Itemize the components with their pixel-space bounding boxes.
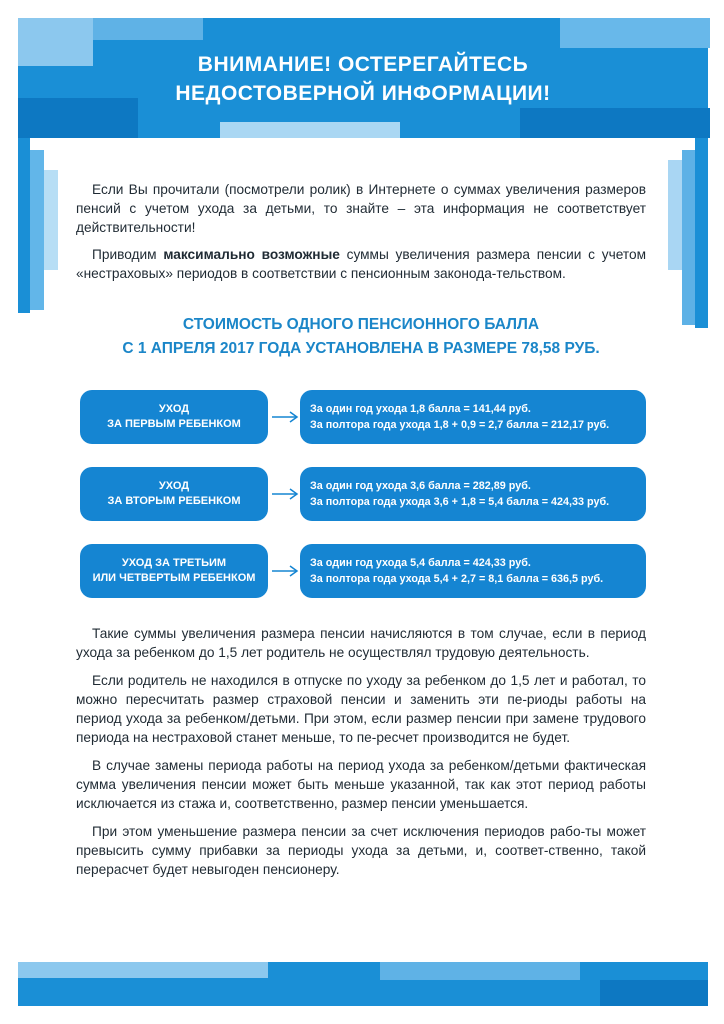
body-paragraph-1: Такие суммы увеличения размера пенсии начисляются в том случае, если в период ухода за ребенком до 1,5 лет родитель не осуществлял трудовую деятельность.: [76, 626, 646, 660]
care-value-one-and-half-years: За полтора года ухода 1,8 + 0,9 = 2,7 балла = 212,17 руб.: [310, 419, 610, 431]
header-deco-tile: [560, 18, 710, 48]
header-deco-tile: [520, 108, 710, 138]
care-value-one-and-half-years: За полтора года ухода 5,4 + 2,7 = 8,1 балла = 636,5 руб.: [310, 573, 604, 585]
title-line-1: ВНИМАНИЕ! ОСТЕРЕГАЙТЕСЬ: [197, 53, 529, 76]
care-label-line-2: ЗА ПЕРВЫМ РЕБЕНКОМ: [107, 418, 241, 430]
right-deco-stripe: [682, 150, 695, 325]
care-row-second-child: [80, 467, 646, 521]
intro-paragraph-2: [76, 245, 646, 283]
body-paragraph-3: В случае замены периода работы на период ухода за ребенком/детьми фактическая сумма увеличения пенсии может быть меньше указанной, так как этот период работы исключается из стажа и, соответственно, размер пенсии уменьшается.: [76, 758, 646, 811]
right-deco-stripe: [695, 138, 708, 328]
care-row-first-child: [80, 390, 646, 444]
title-line-2: НЕДОСТОВЕРНОЙ ИНФОРМАЦИИ!: [175, 82, 551, 105]
point-value-heading: [76, 313, 646, 361]
header-deco-tile: [220, 122, 400, 138]
care-label-box: [80, 544, 268, 598]
left-deco-stripe: [30, 150, 44, 310]
care-label-box: [80, 467, 268, 521]
care-label-box: [80, 390, 268, 444]
page-title: [18, 50, 708, 108]
care-value-one-year: За один год ухода 1,8 балла = 141,44 руб.: [310, 403, 531, 415]
intro-paragraph-1: Если Вы прочитали (посмотрели ролик) в Интернете о суммах увеличения размеров пенсий с учетом ухода за детьми, то знайте – эта информация не соответствует действительности!: [76, 182, 646, 235]
intro-p2-start: Приводим: [92, 247, 164, 262]
intro-p2-emphasis: максимально возможные: [163, 247, 340, 262]
care-value-box: [300, 544, 646, 598]
footer-deco-tile: [600, 980, 708, 1006]
care-label-line-1: УХОД: [158, 480, 190, 492]
care-label-line-2: ЗА ВТОРЫМ РЕБЕНКОМ: [107, 495, 241, 507]
care-value-one-year: За один год ухода 3,6 балла = 282,89 руб.: [310, 480, 531, 492]
care-label-line-2: ИЛИ ЧЕТВЕРТЫМ РЕБЕНКОМ: [92, 572, 256, 584]
header-deco-tile: [93, 18, 203, 40]
subtitle-line-1: СТОИМОСТЬ ОДНОГО ПЕНСИОННОГО БАЛЛА: [182, 316, 540, 333]
care-value-box: [300, 467, 646, 521]
body-paragraph-2: Если родитель не находился в отпуске по уходу за ребенком до 1,5 лет и работал, то можно пересчитать размер страховой пенсии и заменить эти пе-риоды работы на период ухода за ребенком/детьми. При этом, если размер пенсии при замене трудового периода на нестраховой станет меньше, то пе-ресчет производится не будет.: [76, 673, 646, 745]
care-value-box: [300, 390, 646, 444]
body-text: [76, 624, 646, 879]
care-value-one-and-half-years: За полтора года ухода 3,6 + 1,8 = 5,4 балла = 424,33 руб.: [310, 496, 610, 508]
right-deco-stripe: [668, 160, 682, 270]
left-deco-stripe: [18, 138, 30, 313]
care-label-line-1: УХОД ЗА ТРЕТЬИМ: [121, 557, 227, 569]
footer-deco-tile: [18, 962, 268, 978]
left-deco-stripe: [44, 170, 58, 270]
intro-p2-end: суммы увеличения размера пенсии с учетом «нестраховых» периодов в соответствии с пенсионным законода-тельством.: [76, 247, 646, 281]
body-paragraph-4: При этом уменьшение размера пенсии за счет исключения периодов рабо-ты может превысить сумму прибавки за периоды ухода за детьми, и, соответ-ственно, такой перерасчет будет невыгоден пенсионеру.: [76, 824, 646, 877]
care-row-third-child: [80, 544, 646, 598]
care-value-one-year: За один год ухода 5,4 балла = 424,33 руб.: [310, 557, 531, 569]
footer-deco-tile: [380, 962, 580, 980]
intro-text: [76, 180, 646, 283]
subtitle-line-2: С 1 АПРЕЛЯ 2017 ГОДА УСТАНОВЛЕНА В РАЗМЕРЕ 78,58 РУБ.: [122, 340, 600, 357]
care-label-line-1: УХОД: [158, 403, 190, 415]
